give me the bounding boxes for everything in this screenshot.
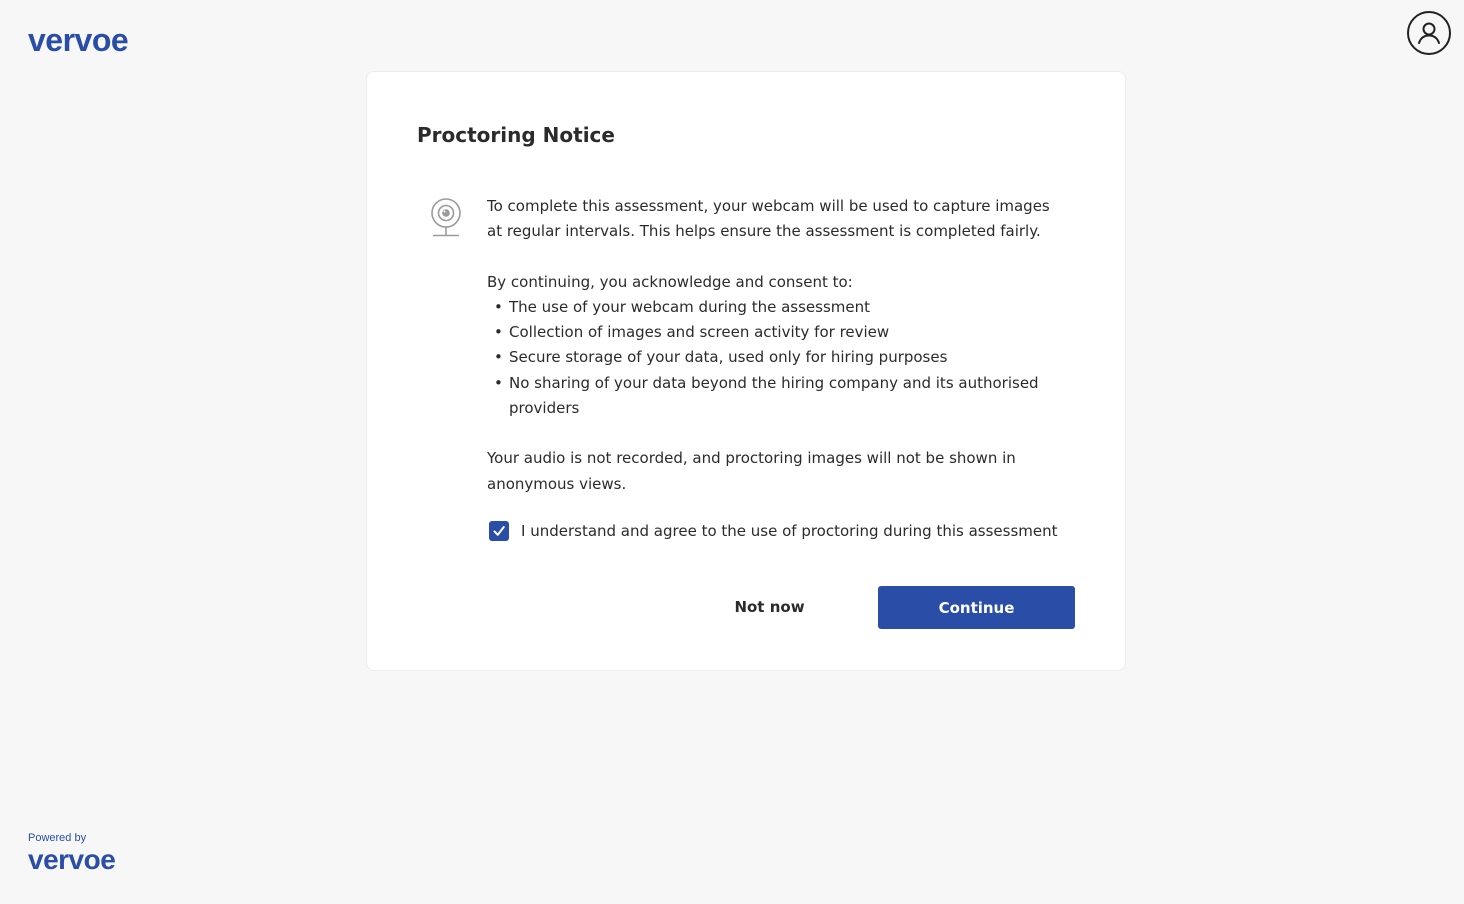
audio-note-text: Your audio is not recorded, and proctoring images will not be shown in anonymous views. xyxy=(487,449,1016,493)
checkmark-icon xyxy=(492,524,506,538)
powered-by-text: Powered by xyxy=(28,832,87,844)
card-title: Proctoring Notice xyxy=(417,123,615,147)
list-item: • Secure storage of your data, used only for hiring purposes xyxy=(494,348,948,367)
consent-checkbox-label[interactable]: I understand and agree to the use of proctoring during this assessment xyxy=(521,522,1058,540)
consent-checkbox[interactable] xyxy=(489,521,509,541)
notice-content xyxy=(487,194,1067,497)
user-circle-icon xyxy=(1414,18,1444,48)
proctoring-notice-card xyxy=(366,71,1126,671)
continue-button[interactable]: Continue xyxy=(878,586,1075,629)
vervoe-logo[interactable]: vervoe xyxy=(28,22,129,58)
webcam-icon xyxy=(429,197,463,239)
list-item: • No sharing of your data beyond the hiring company and its authorised providers xyxy=(494,373,1039,418)
profile-button[interactable] xyxy=(1407,11,1451,55)
consent-list xyxy=(487,295,1067,421)
consent-lead-text: By continuing, you acknowledge and consent to: xyxy=(487,272,853,291)
footer-brand xyxy=(28,832,115,875)
list-item: • Collection of images and screen activity for review xyxy=(494,323,890,342)
consent-checkbox-row[interactable] xyxy=(489,521,1058,541)
footer-vervoe-logo[interactable]: vervoe xyxy=(28,844,116,875)
intro-text: To complete this assessment, your webcam will be used to capture images at regular intervals. This helps ensure the assessment is completed fairly. xyxy=(487,197,1050,241)
not-now-button[interactable]: Not now xyxy=(697,586,842,628)
list-item: • The use of your webcam during the assessment xyxy=(494,297,870,316)
